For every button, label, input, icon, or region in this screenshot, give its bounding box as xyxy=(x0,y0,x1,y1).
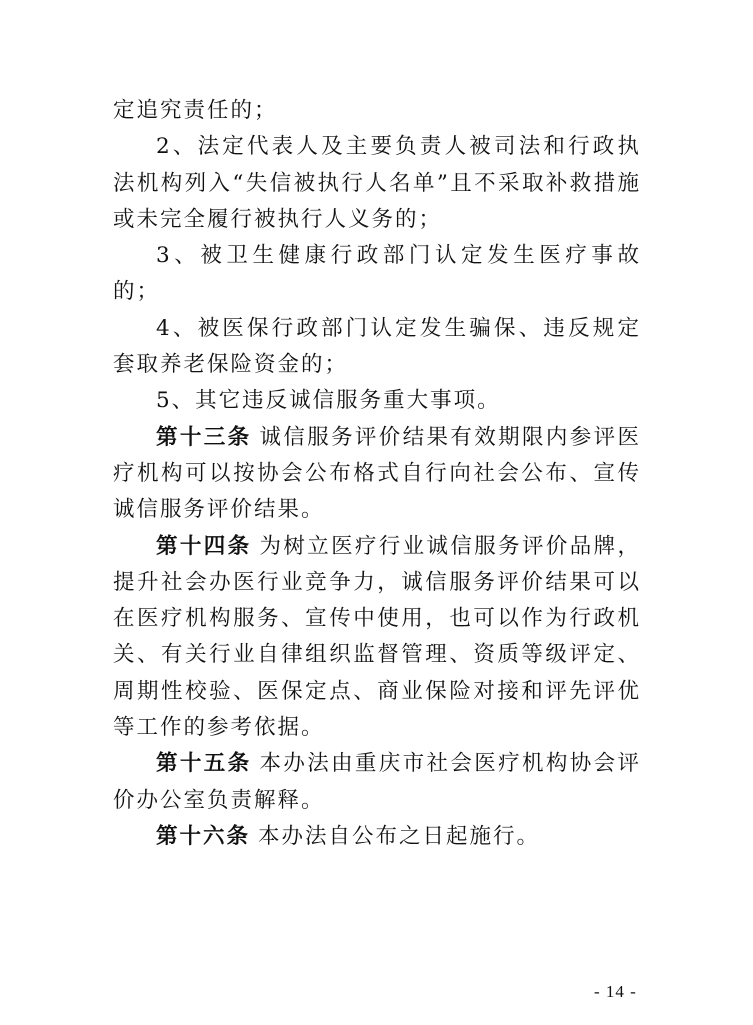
paragraph-text: 2、法定代表人及主要负责人被司法和行政执法机构列入“失信被执行人名单”且不采取补救措施或未完全履行被执行人义务的； xyxy=(113,134,641,232)
article-heading: 第十四条 xyxy=(156,533,252,559)
paragraph-text: 3、被卫生健康行政部门认定发生医疗事故的； xyxy=(113,243,641,305)
article-13 xyxy=(113,420,641,529)
paragraph-text: 定追究责任的； xyxy=(113,98,278,123)
page-number: - 14 - xyxy=(594,982,637,1001)
article-text: 本办法自公布之日起施行。 xyxy=(258,823,541,849)
article-heading: 第十六条 xyxy=(156,823,251,849)
article-15 xyxy=(113,746,641,819)
paragraph-4 xyxy=(113,311,641,384)
paragraph-2 xyxy=(113,129,641,238)
article-text: 为树立医疗行业诚信服务评价品牌，提升社会办医行业竞争力，诚信服务评价结果可以在医疗机构服务、宣传中使用，也可以作为行政机关、有关行业自律组织监督管理、资质等级评定、周期性校验、医保定点、商业保险对接和评先评优等工作的参考依据。 xyxy=(113,533,641,741)
paragraph-5 xyxy=(113,383,641,419)
article-text: 本办法由重庆市社会医疗机构协会评价办公室负责解释。 xyxy=(113,751,641,813)
article-16 xyxy=(113,819,641,855)
paragraph-text: 4、被医保行政部门认定发生骗保、违反规定套取养老保险资金的； xyxy=(113,315,641,378)
paragraph-text: 5、其它违反诚信服务重大事项。 xyxy=(156,388,501,414)
paragraph-3 xyxy=(113,238,641,311)
paragraph-1 xyxy=(113,93,641,129)
article-text: 诚信服务评价结果有效期限内参评医疗机构可以按协会公布格式自行向社会公布、宣传诚信服务评价结果。 xyxy=(113,424,641,523)
article-heading: 第十五条 xyxy=(156,751,252,777)
article-heading: 第十三条 xyxy=(156,424,252,450)
document-body xyxy=(113,93,641,855)
article-14 xyxy=(113,529,641,747)
